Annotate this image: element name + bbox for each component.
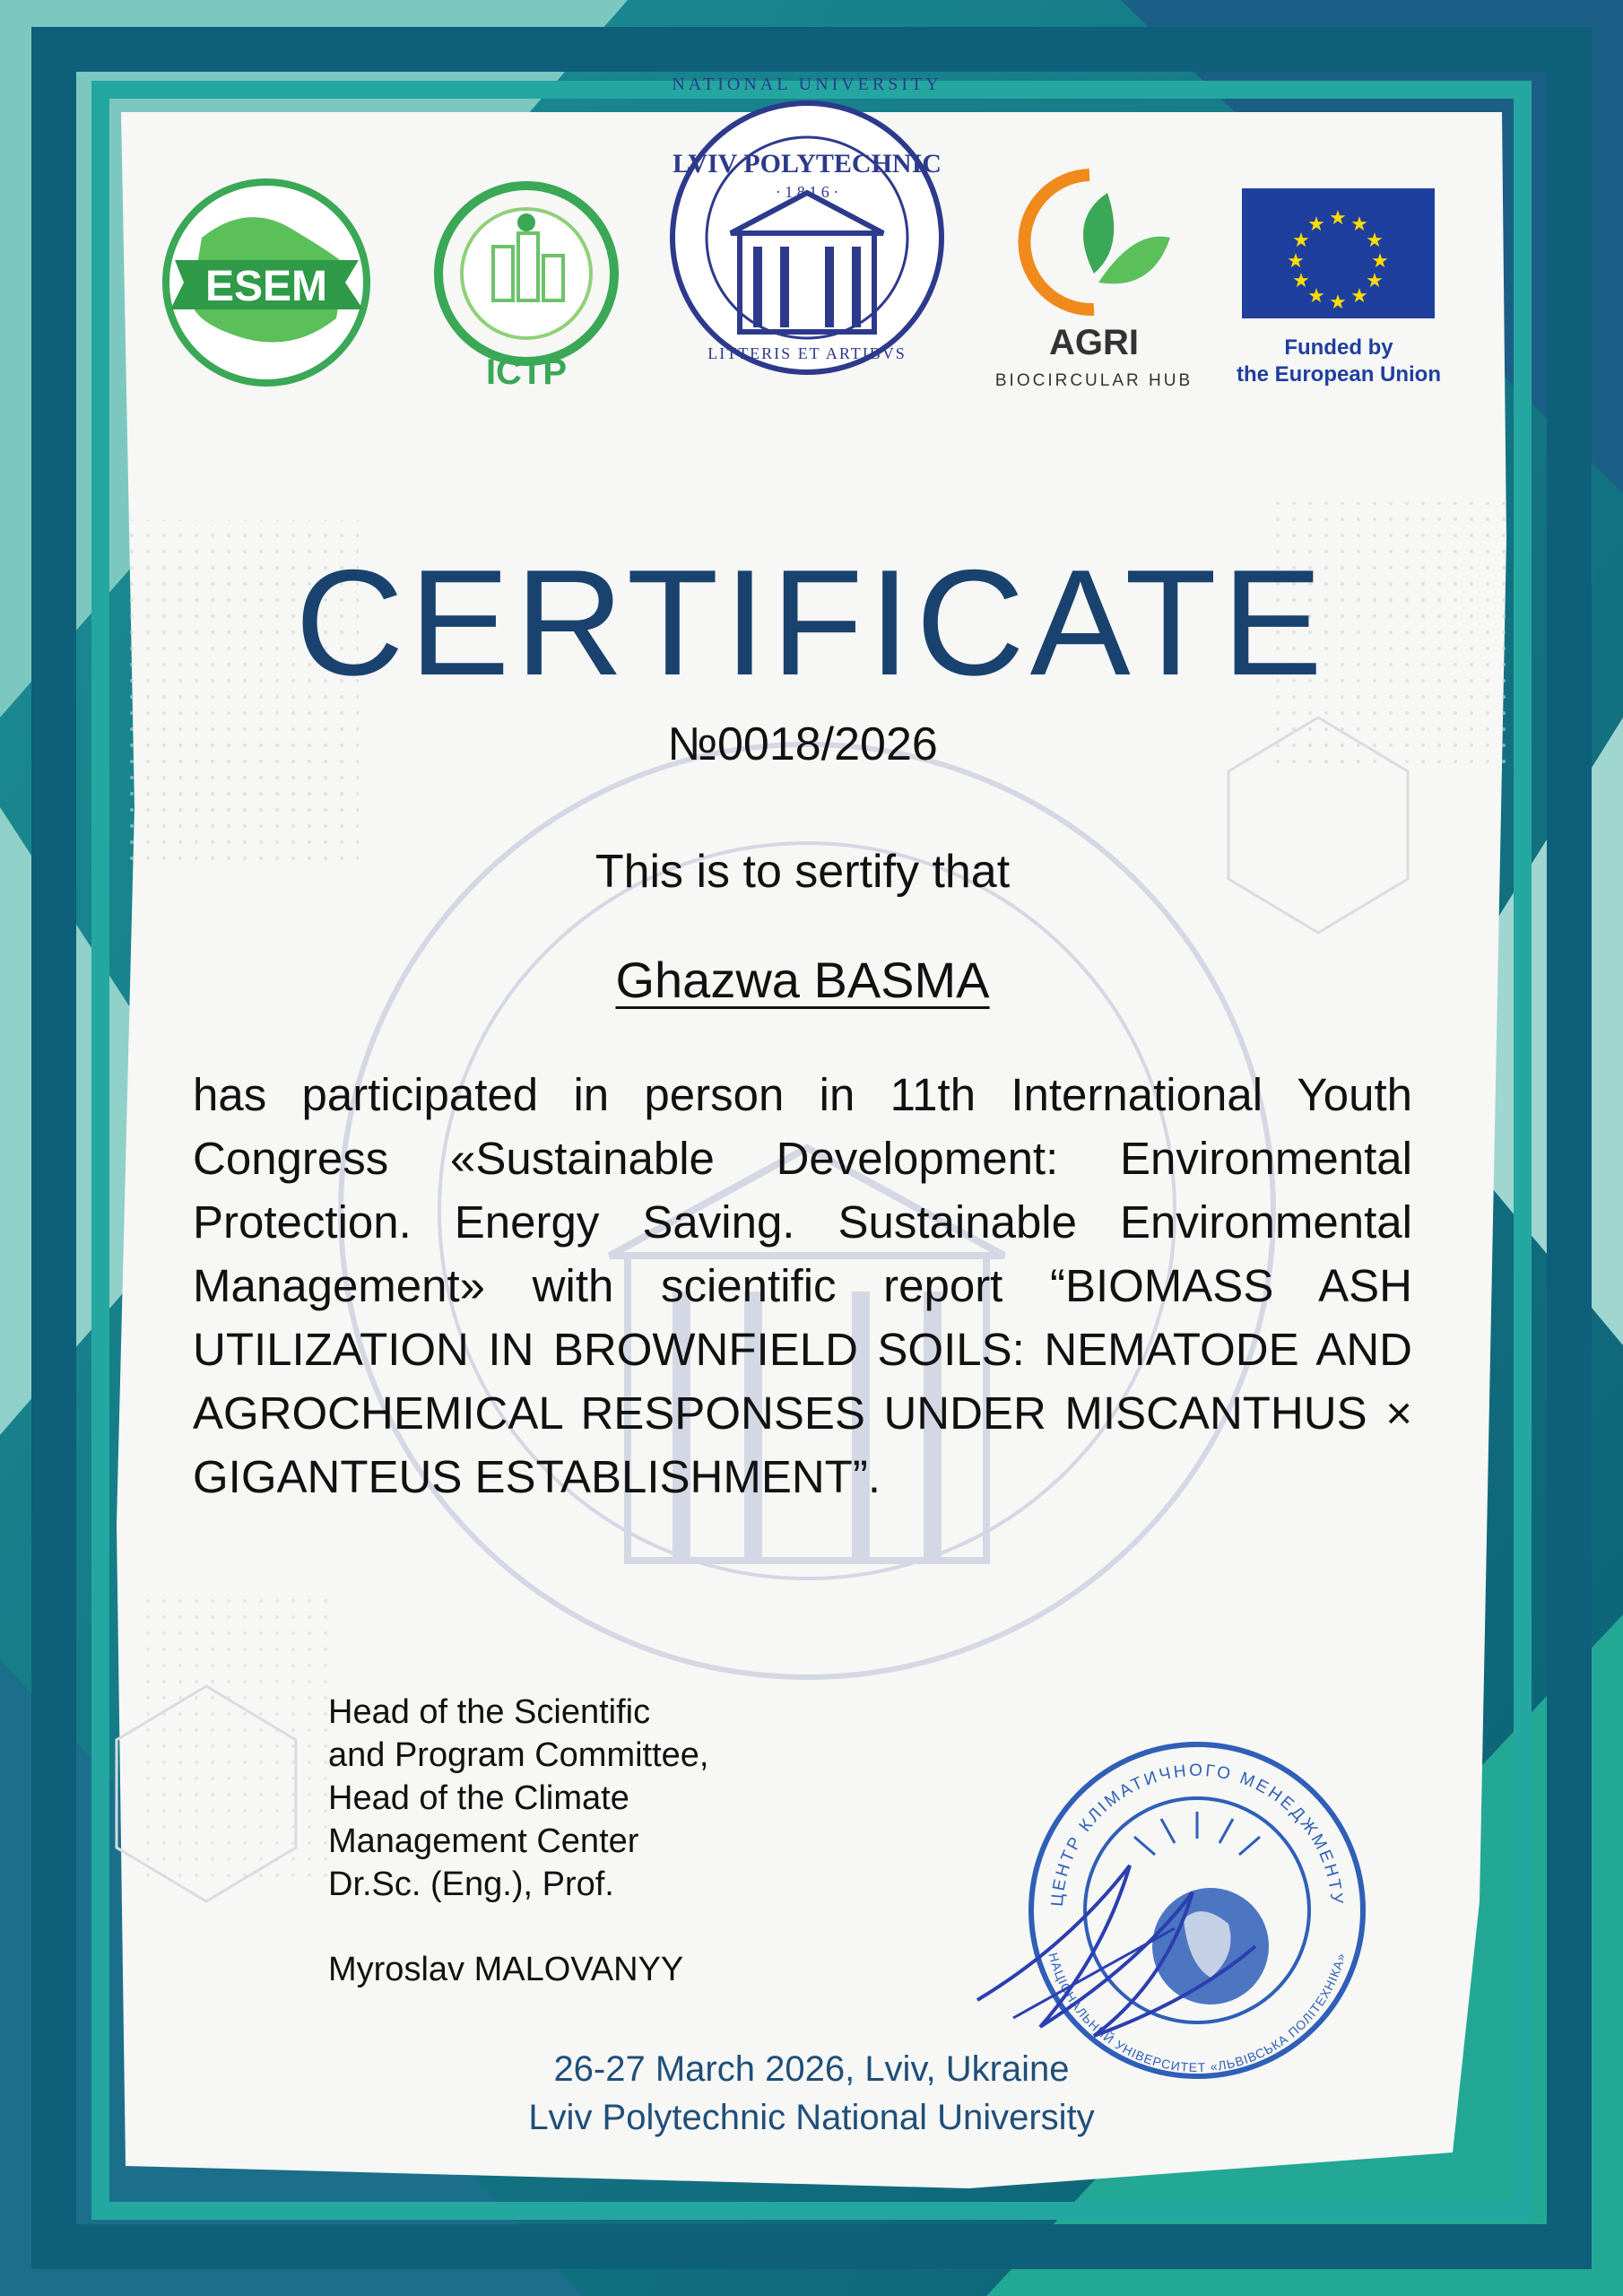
recipient-name-text: Ghazwa BASMA bbox=[615, 952, 990, 1008]
lviv-polytechnic-logo bbox=[632, 63, 982, 404]
signatory-line: and Program Committee, bbox=[328, 1736, 709, 1774]
svg-text:★: ★ bbox=[1371, 250, 1389, 273]
signatory-name: Myroslav MALOVANYY bbox=[328, 1951, 684, 1988]
eu-logo-line1: Funded by bbox=[1284, 335, 1393, 360]
svg-text:★: ★ bbox=[1292, 230, 1310, 252]
svg-text:★: ★ bbox=[1366, 270, 1384, 292]
signatory-line: Management Center bbox=[328, 1822, 639, 1860]
certificate-number: №0018/2026 bbox=[667, 718, 938, 770]
certificate-body: has participated in person in 11th International Youth Congress «Sustainable Development: Environmental Protection. Energy Saving. Sustainable Environmental Management» with scientific report “BIOMASS ASH UTILIZATION IN BROWNFIELD SOILS: NEMATODE AND AGROCHEMICAL RESPONSES UNDER MISCANTHUS × GIGANTEUS ESTABLISHMENT”. bbox=[193, 1069, 1412, 1502]
svg-text:★: ★ bbox=[1307, 285, 1325, 308]
eu-funded-logo bbox=[1224, 188, 1457, 395]
ictp-logo bbox=[430, 152, 623, 395]
eu-logo-line2: the European Union bbox=[1237, 362, 1441, 387]
agri-logo bbox=[982, 166, 1206, 399]
signatory-line: Dr.Sc. (Eng.), Prof. bbox=[328, 1866, 614, 1903]
agri-logo-title: AGRI bbox=[1049, 323, 1139, 362]
signatory-title bbox=[328, 1691, 709, 1906]
lviv-logo-motto: LITTERIS ET ARTIBVS bbox=[707, 344, 907, 362]
svg-text:★: ★ bbox=[1329, 207, 1347, 230]
svg-text:★: ★ bbox=[1350, 213, 1368, 236]
certificate-title: CERTIFICATE bbox=[295, 538, 1328, 707]
esem-logo-text: ESEM bbox=[204, 263, 328, 310]
svg-text:★: ★ bbox=[1350, 285, 1368, 308]
certificate-intro: This is to sertify that bbox=[595, 846, 1011, 898]
ictp-logo-abbr: ІСТР bbox=[485, 352, 568, 392]
signatory-line: Head of the Climate bbox=[328, 1779, 629, 1817]
svg-text:★: ★ bbox=[1287, 250, 1305, 273]
svg-text:★: ★ bbox=[1292, 270, 1310, 292]
agri-logo-subtitle: BIOCIRCULAR HUB bbox=[994, 371, 1193, 390]
event-info bbox=[0, 2045, 1623, 2142]
stamp-ring-bottom: НАЦІОНАЛЬНИЙ УНІВЕРСИТЕТ «ЛЬВІВСЬКА ПОЛІТЕХНІКА» bbox=[1046, 1951, 1349, 2075]
official-stamp bbox=[959, 1731, 1408, 2090]
svg-text:★: ★ bbox=[1307, 213, 1325, 236]
lviv-logo-ring-top: NATIONAL UNIVERSITY bbox=[672, 74, 942, 94]
lviv-logo-year: · 1 8 1 6 · bbox=[775, 183, 839, 201]
lviv-logo-name: LVIV POLYTECHNIC bbox=[673, 149, 942, 178]
event-date-location: 26-27 March 2026, Lviv, Ukraine bbox=[553, 2049, 1070, 2089]
signatory-line: Head of the Scientific bbox=[328, 1693, 651, 1731]
event-university: Lviv Polytechnic National University bbox=[528, 2098, 1095, 2137]
svg-text:★: ★ bbox=[1366, 230, 1384, 252]
svg-text:★: ★ bbox=[1329, 291, 1347, 314]
recipient-name bbox=[0, 951, 1605, 1009]
esem-logo bbox=[139, 166, 395, 399]
stamp-ring-top: ЦЕНТР КЛІМАТИЧНОГО МЕНЕДЖМЕНТУ bbox=[1047, 1761, 1347, 1908]
